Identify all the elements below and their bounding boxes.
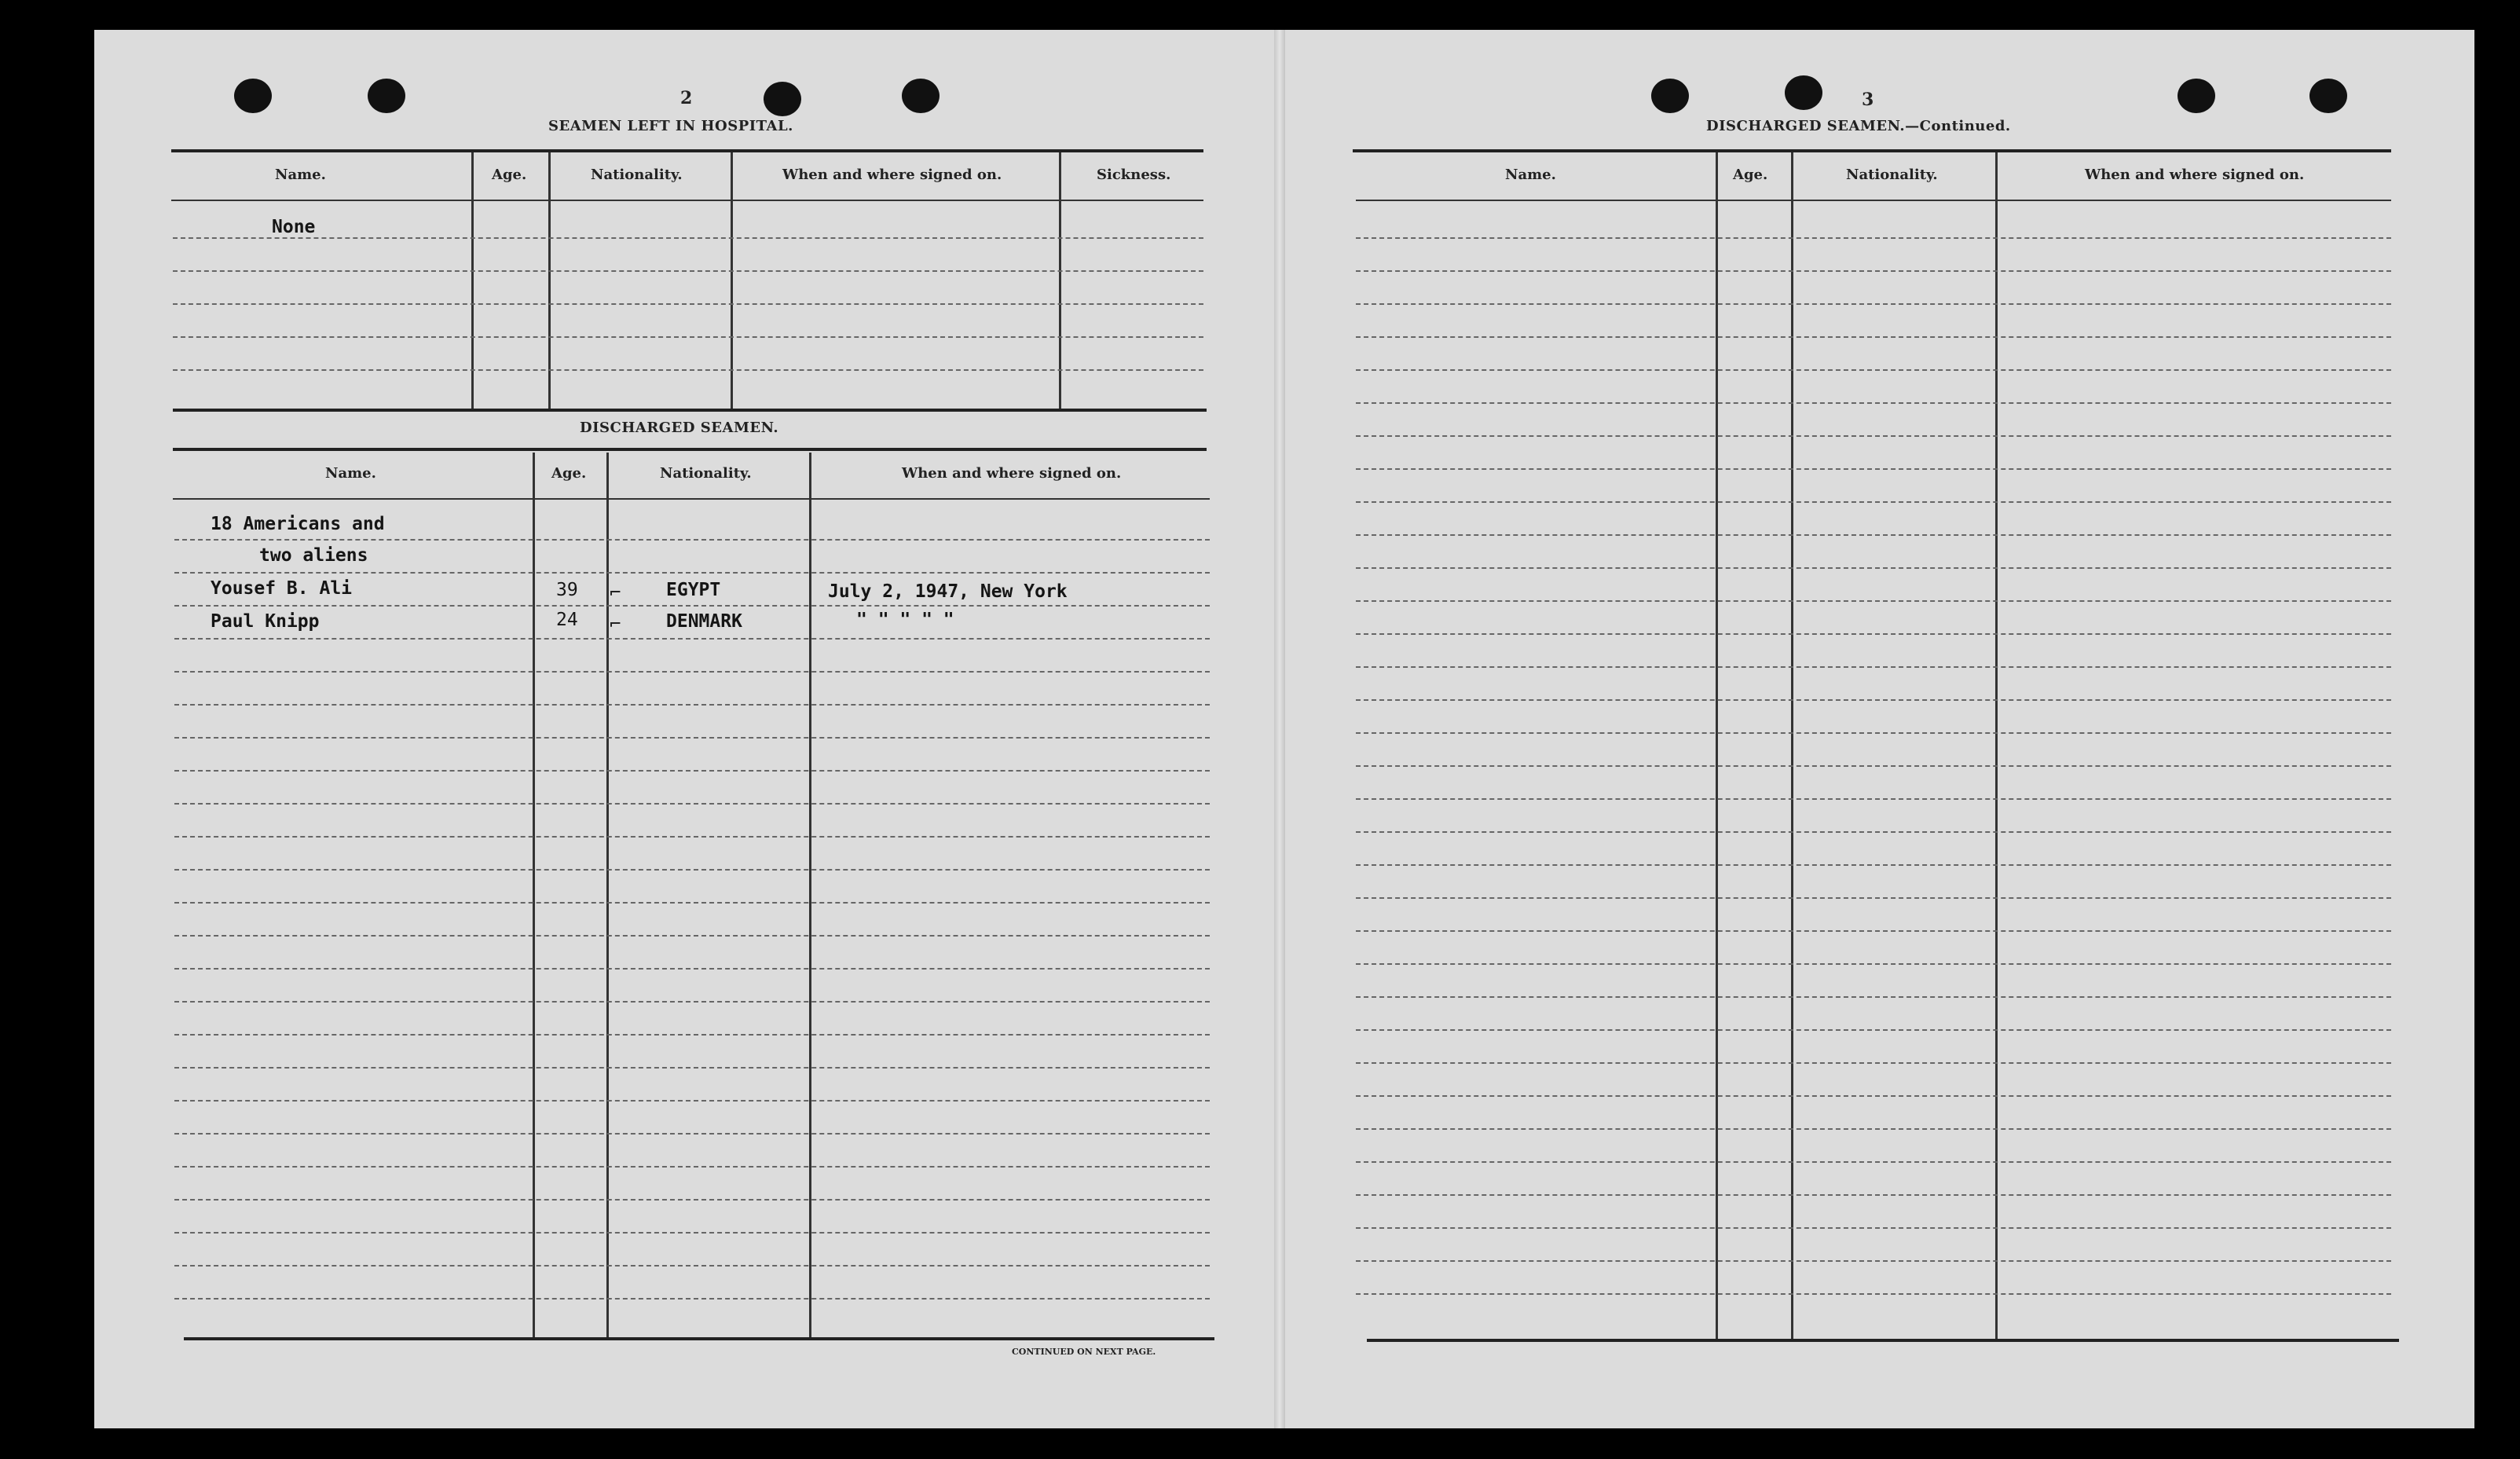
check-mark: ⌐ <box>610 581 621 603</box>
seaman-signed-on: " " " " " <box>856 610 954 630</box>
punch-hole <box>764 82 801 116</box>
discharged-section-title: DISCHARGED SEAMEN. <box>580 420 779 436</box>
continued-footer: CONTINUED ON NEXT PAGE. <box>1012 1347 1156 1357</box>
seaman-nationality: EGYPT <box>666 580 721 600</box>
seaman-name: Yousef B. Ali <box>211 578 353 599</box>
col-header-name: Name. <box>275 167 326 183</box>
punch-hole <box>1785 75 1822 110</box>
page-fold <box>1274 30 1285 1428</box>
col-header-nationality: Nationality. <box>660 465 752 482</box>
col-header-age: Age. <box>551 465 587 482</box>
check-mark: ⌐ <box>610 613 621 635</box>
hospital-section-title: SEAMEN LEFT IN HOSPITAL. <box>548 118 793 134</box>
seaman-nationality: DENMARK <box>666 611 742 632</box>
col-header-signed-on: When and where signed on. <box>2085 167 2305 183</box>
seaman-signed-on: July 2, 1947, New York <box>828 581 1068 602</box>
col-header-name: Name. <box>325 465 376 482</box>
col-header-age: Age. <box>492 167 527 183</box>
col-header-nationality: Nationality. <box>1846 167 1938 183</box>
punch-hole <box>902 79 940 113</box>
punch-hole <box>2309 79 2347 113</box>
punch-hole <box>368 79 405 113</box>
col-header-signed-on: When and where signed on. <box>782 167 1002 183</box>
col-header-sickness: Sickness. <box>1097 167 1171 183</box>
punch-hole <box>2178 79 2215 113</box>
discharged-continued-title: DISCHARGED SEAMEN.—Continued. <box>1706 118 2011 134</box>
page-number: 2 <box>680 88 693 108</box>
punch-hole <box>234 79 272 113</box>
col-header-signed-on: When and where signed on. <box>902 465 1122 482</box>
summary-line: two aliens <box>259 545 368 566</box>
seaman-name: Paul Knipp <box>211 611 320 632</box>
seaman-age: 24 <box>556 610 578 630</box>
page-number: 3 <box>1862 90 1874 110</box>
punch-hole <box>1651 79 1689 113</box>
col-header-age: Age. <box>1733 167 1768 183</box>
col-header-name: Name. <box>1505 167 1556 183</box>
summary-line: 18 Americans and <box>211 514 385 534</box>
seaman-age: 39 <box>556 580 578 600</box>
hospital-entry-name: None <box>272 217 316 237</box>
col-header-nationality: Nationality. <box>591 167 683 183</box>
